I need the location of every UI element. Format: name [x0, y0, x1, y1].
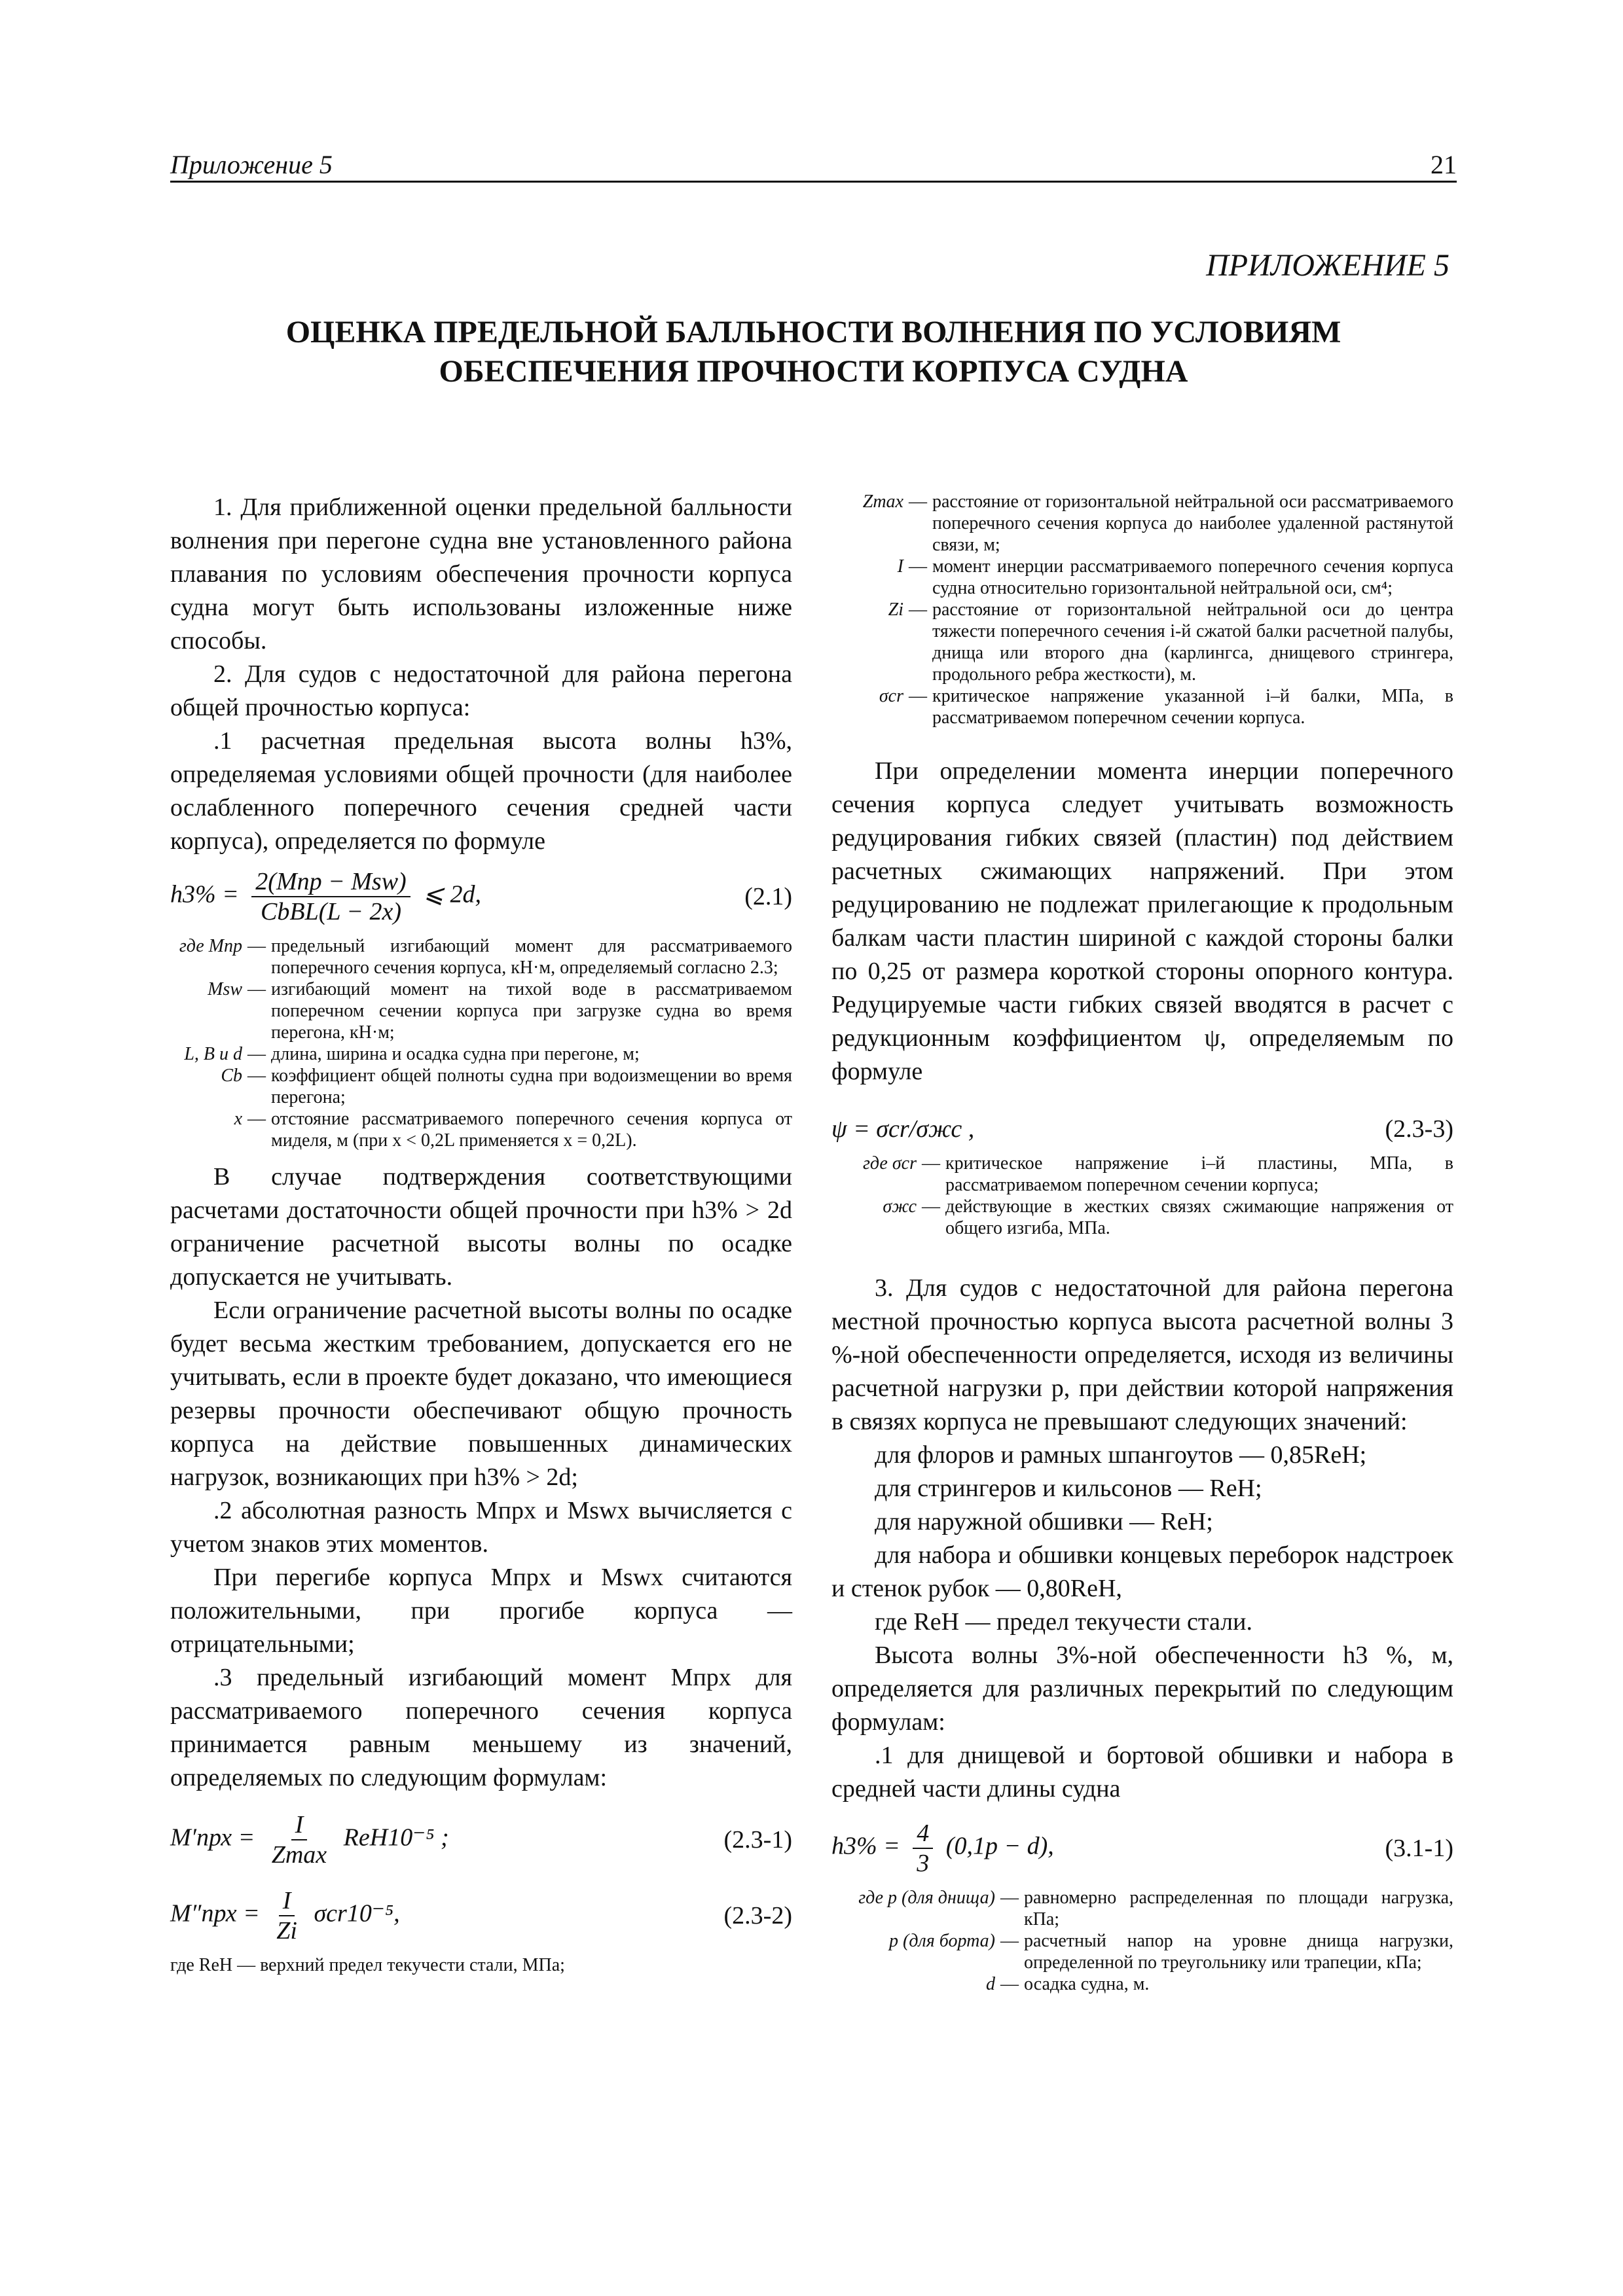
definition-item: Zmax — расстояние от горизонтальной нейтральной оси рассматриваемого поперечного сечения корпуса до наиболее удаленной растянутой связи, м; [862, 492, 1453, 555]
formula-rhs: (0,1p − d), [945, 1832, 1054, 1860]
definition-item: где Mпр — предельный изгибающий момент для рассматриваемого поперечного сечения корпуса, кН·м, определяемый согласно 2.3; [179, 936, 792, 978]
definition-item: σжс — действующие в жестких связях сжимающие напряжения от общего изгиба, МПа. [883, 1196, 1453, 1238]
formula-number: (2.1) [744, 883, 792, 910]
paragraph-1: 1. Для приближенной оценки предельной балльности волнения при перегоне судна вне установленного района плавания по условиям обеспечения прочности корпуса судна могут быть использованы изложенные ниже способы. [170, 493, 792, 655]
formula-2-3-3 [831, 1115, 1453, 1143]
page-number: 21 [1431, 150, 1457, 179]
running-header [170, 145, 1457, 183]
left-column [170, 491, 792, 1976]
definition-item: σcr — критическое напряжение указанной i–й балки, МПа, в рассматриваемом поперечном сечении корпуса. [879, 686, 1453, 728]
formula-number: (2.3-2) [723, 1902, 792, 1929]
definition-item: L, B и d — длина, ширина и осадка судна при перегоне, м; [184, 1044, 640, 1064]
limit-stringers: для стрингеров и кильсонов — ReH; [875, 1475, 1262, 1502]
numerator: 2(Mпр − Msw) [251, 867, 410, 897]
definition-item: где σcr — критическое напряжение i–й пластины, МПа, в рассматриваемом поперечном сечении корпуса; [863, 1153, 1453, 1195]
paragraph-7: При перегибе корпуса Mпрх и Mswx считаются положительными, при прогибе корпуса — отрицательными; [170, 1564, 792, 1658]
denominator: Zi [276, 1917, 297, 1945]
right-column [831, 491, 1453, 1995]
fraction [913, 1819, 933, 1878]
paragraph-2: 2. Для судов с недостаточной для района перегона общей прочностью корпуса: [170, 660, 792, 721]
title-line-1: ОЦЕНКА ПРЕДЕЛЬНОЙ БАЛЛЬНОСТИ ВОЛНЕНИЯ ПО УСЛОВИЯМ [285, 315, 1341, 350]
formula-2-3-1 [170, 1810, 792, 1869]
fraction [251, 867, 410, 926]
denominator: 3 [917, 1850, 930, 1877]
paragraph-inertia: При определении момента инерции поперечного сечения корпуса следует учитывать возможность редуцирования гибких связей (пластин) под действием расчетных сжимающих напряжений. При этом редуцированию не подлежат прилегающие к продольным балкам части пластин шириной с каждой стороны балки по 0,25 от размера короткой стороны опорного контура. Редуцируемые части гибких связей вводятся в расчет с редукционным коэффициентом ψ, определяемым по формуле [831, 757, 1453, 1085]
formula-number: (2.3-3) [1385, 1115, 1453, 1143]
paragraph-6: .2 абсолютная разность Mпрх и Mswx вычисляется с учетом знаков этих моментов. [170, 1497, 792, 1558]
running-header-title: Приложение 5 [170, 150, 333, 179]
numerator: I [291, 1810, 308, 1840]
appendix-label: ПРИЛОЖЕНИЕ 5 [1206, 248, 1450, 283]
denominator: Zmax [271, 1841, 327, 1869]
page-title [170, 313, 1457, 391]
paragraph-bottom-shell: .1 для днищевой и бортовой обшивки и набора в средней части длины судна [831, 1742, 1453, 1803]
formula-number: (2.3-1) [723, 1826, 792, 1854]
limit-shell: для наружной обшивки — ReH; [875, 1508, 1213, 1535]
definition-item: d — осадка судна, м. [986, 1974, 1150, 1994]
paragraph-5: Если ограничение расчетной высоты волны по осадке будет весьма жестким требованием, допускается его не учитывать, если в проекте будет доказано, что имеющиеся резервы прочности обеспечивают общую прочность корпуса на действие повышенных динамических нагрузок, возникающих при h3% > 2d; [170, 1297, 792, 1491]
formula-2-3-2 [170, 1886, 792, 1945]
paragraph-section-3: 3. Для судов с недостаточной для района перегона местной прочностью корпуса высота расчетной волны 3 %-ной обеспеченности определяется, исходя из величины расчетной нагрузки p, при действии которой напряжения в связях корпуса не превышают следующих значений: [831, 1274, 1453, 1435]
formula-rhs: ReH10⁻⁵ ; [343, 1823, 449, 1852]
denominator: CbBL(L − 2x) [261, 898, 401, 925]
formula-lhs: h3% = [831, 1832, 900, 1860]
definition-item: Zi — расстояние от горизонтальной нейтральной оси до центра тяжести поперечного сечения i-й сжатой балки расчетной палубы, днища или второго дна (карлингса, днищевого стрингера, продольного ребра жесткости), м. [888, 600, 1453, 685]
fraction [268, 1810, 331, 1869]
title-line-2: ОБЕСПЕЧЕНИЯ ПРОЧНОСТИ КОРПУСА СУДНА [439, 354, 1188, 389]
reh-definition: где ReH — предел текучести стали. [875, 1608, 1252, 1636]
numerator: 4 [913, 1819, 933, 1849]
definition-item: I — момент инерции рассматриваемого поперечного сечения корпуса судна относительно горизонтальной нейтральной оси, см⁴; [897, 556, 1453, 598]
paragraph-8: .3 предельный изгибающий момент Mпрх для рассматриваемого поперечного сечения корпуса принимается равным меньшему из значений, определяемых по следующим формулам: [170, 1664, 792, 1791]
definitions-2-3-3 [831, 1153, 1453, 1239]
paragraph-wave-height: Высота волны 3%-ной обеспеченности h3 %, м, определяется для различных перекрытий по следующим формулам: [831, 1641, 1453, 1736]
definitions-2-1 [170, 935, 792, 1151]
definition-item: Msw — изгибающий момент на тихой воде в рассматриваемом поперечном сечении корпуса при загрузке судна во время перегона, кН·м; [208, 979, 792, 1043]
paragraph-4: В случае подтверждения соответствующими расчетами достаточности общей прочности при h3% > 2d ограничение расчетной высоты волны по осадке допускается не учитывать. [170, 1163, 792, 1291]
definition-item: Cb — коэффициент общей полноты судна при водоизмещении во время перегона; [221, 1066, 792, 1107]
definitions-3-1-1 [831, 1887, 1453, 1995]
formula-expression: ψ = σcr/σжс , [831, 1115, 975, 1143]
definition-reh: где ReH — верхний предел текучести стали, МПа; [170, 1955, 565, 1975]
formula-rhs: σcr10⁻⁵, [314, 1899, 400, 1928]
formula-2-1 [170, 867, 792, 926]
limit-bulkheads: для набора и обшивки концевых переборок надстроек и стенок рубок — 0,80ReH, [831, 1541, 1453, 1602]
formula-lhs: M″прх = [170, 1899, 260, 1928]
definition-item: p (для борта) — расчетный напор на уровне днища нагрузки, определенной по треугольнику или трапеции, кПа; [889, 1931, 1453, 1973]
definition-item: где p (для днища) — равномерно распределенная по площади нагрузка, кПа; [858, 1888, 1453, 1929]
formula-number: (3.1-1) [1385, 1835, 1453, 1862]
numerator: I [279, 1886, 295, 1916]
fraction [272, 1886, 301, 1945]
formula-lhs: M′прх = [170, 1823, 255, 1852]
limit-floors: для флоров и рамных шпангоутов — 0,85ReH; [875, 1441, 1367, 1469]
formula-3-1-1 [831, 1819, 1453, 1878]
definitions-2-3 [831, 491, 1453, 728]
paragraph-3: .1 расчетная предельная высота волны h3%, определяемая условиями общей прочности (для наиболее ослабленного поперечного сечения средней части корпуса), определяется по формуле [170, 727, 792, 855]
formula-rhs: ⩽ 2d, [423, 880, 482, 908]
definition-item: x — отстояние рассматриваемого поперечного сечения корпуса от миделя, м (при x < 0,2L применяется x = 0,2L). [234, 1109, 792, 1151]
formula-lhs: h3% = [170, 880, 239, 908]
